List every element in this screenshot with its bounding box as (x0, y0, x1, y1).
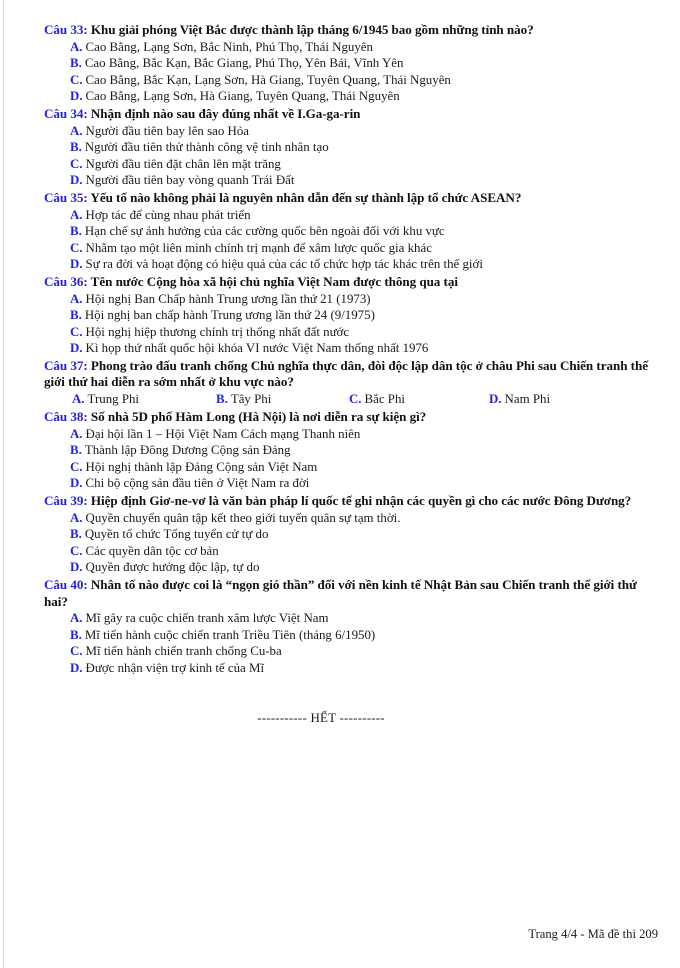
answer-option-letter: C. (70, 459, 83, 474)
answer-option-text: Quyền được hưởng độc lập, tự do (85, 560, 260, 575)
answer-option-text: Nam Phi (504, 392, 551, 407)
answer-option-letter: D. (70, 89, 83, 104)
question-block (44, 106, 660, 189)
answer-option-letter: D. (70, 257, 83, 272)
answer-option[interactable] (44, 256, 660, 273)
answer-option-letter: A. (70, 123, 83, 138)
answer-option-letter: B. (216, 392, 228, 407)
answer-option-letter: C. (70, 644, 83, 659)
answer-option[interactable] (44, 559, 660, 576)
answer-option-text: Cao Bằng, Bắc Kạn, Lạng Sơn, Hà Giang, Tuyên Quang, Thái Nguyên (85, 72, 451, 87)
answer-option-text: Các quyền dân tộc cơ bản (85, 543, 219, 558)
answer-option-letter: D. (70, 560, 83, 575)
answer-option[interactable] (44, 72, 660, 89)
question-number-label: Câu 36: (44, 273, 88, 289)
question-block (44, 274, 660, 357)
answer-option-letter: C. (349, 392, 362, 407)
question-text: Hiệp định Giơ-ne-vơ là văn bản pháp lí quốc tế ghi nhận các quyền gì cho các nước Đông Dương? (90, 493, 632, 509)
answer-option-letter: A. (70, 510, 83, 525)
answer-option-letter: C. (70, 156, 83, 171)
question-number-label: Câu 35: (44, 189, 88, 205)
answer-option-letter: A. (70, 291, 83, 306)
answer-option-text: Đại hội lần 1 – Hội Việt Nam Cách mạng Thanh niên (85, 426, 361, 441)
question-number-label: Câu 33: (44, 22, 88, 37)
answer-option-letter: C. (70, 240, 83, 255)
question-block (44, 358, 660, 408)
answer-option-letter: B. (70, 627, 82, 642)
answer-option[interactable] (44, 307, 660, 324)
answer-option-text: Trung Phi (87, 392, 140, 407)
answer-option-letter: C. (70, 324, 83, 339)
page-footer: Trang 4/4 - Mã đề thi 209 (528, 927, 658, 941)
question-heading (44, 493, 660, 510)
answer-option-text: Hội nghị thành lập Đảng Cộng sản Việt Nam (85, 459, 318, 474)
answer-option-list (44, 39, 660, 105)
question-block (44, 577, 660, 677)
answer-option-text: Hội nghị hiệp thương chính trị thống nhất đất nước (85, 324, 350, 339)
answer-option-text: Nhằm tạo một liên minh chính trị mạnh để xâm lược quốc gia khác (85, 240, 432, 255)
answer-option-letter: B. (70, 527, 82, 542)
answer-option[interactable] (44, 324, 660, 341)
answer-option-letter: D. (70, 476, 83, 491)
answer-option-list (44, 426, 660, 492)
answer-option[interactable] (44, 442, 660, 459)
answer-option-list (44, 610, 660, 676)
answer-option-text: Chi bộ cộng sản đầu tiên ở Việt Nam ra đời (85, 476, 310, 491)
answer-option-text: Hội nghị Ban Chấp hành Trung ương lần thứ 21 (1973) (85, 291, 371, 306)
question-text: Tên nước Cộng hòa xã hội chủ nghĩa Việt Nam được thông qua tại (90, 273, 458, 289)
answer-option[interactable] (44, 139, 660, 156)
answer-option[interactable] (44, 426, 660, 443)
question-heading (44, 274, 660, 291)
answer-option-text: Tây Phi (230, 392, 272, 407)
answer-option-text: Người đầu tiên thử thành công vệ tinh nhân tạo (84, 140, 329, 155)
question-number-label: Câu 34: (44, 105, 88, 121)
answer-option-letter: A. (70, 39, 83, 54)
question-text: Yếu tố nào không phải là nguyên nhân dẫn đến sự thành lập tổ chức ASEAN? (90, 189, 522, 205)
answer-option-text: Cao Bằng, Lạng Sơn, Hà Giang, Tuyên Quang, Thái Nguyên (85, 89, 400, 104)
answer-option[interactable] (44, 172, 660, 189)
answer-option[interactable] (44, 123, 660, 140)
question-text: Khu giải phóng Việt Bắc được thành lập tháng 6/1945 bao gồm những tỉnh nào? (90, 22, 534, 37)
answer-option-letter: D. (70, 341, 83, 356)
answer-option-letter: B. (70, 443, 82, 458)
question-number-label: Câu 40: (44, 577, 88, 592)
answer-option-text: Hợp tác để cùng nhau phát triển (85, 207, 251, 222)
answer-option-text: Quyền chuyển quân tập kết theo giới tuyến quân sự tạm thời. (85, 510, 401, 525)
question-heading (44, 190, 660, 207)
answer-option[interactable] (44, 526, 660, 543)
answer-option-letter: C. (70, 543, 83, 558)
answer-option[interactable] (44, 223, 660, 240)
answer-option-text: Mĩ tiến hành chiến tranh chống Cu-ba (85, 644, 282, 659)
answer-option-text: Được nhận viện trợ kinh tế của Mĩ (85, 660, 265, 675)
answer-option-text: Người đầu tiên đặt chân lên mặt trăng (85, 156, 281, 171)
question-heading (44, 409, 660, 426)
answer-option[interactable] (44, 240, 660, 257)
question-number-label: Câu 37: (44, 357, 88, 373)
answer-option-text: Hạn chế sự ảnh hưởng của các cường quốc bên ngoài đối với khu vực (84, 224, 445, 239)
answer-option[interactable] (216, 391, 271, 408)
question-block (44, 22, 660, 105)
answer-option[interactable] (44, 643, 660, 660)
answer-option-letter: C. (70, 72, 83, 87)
answer-option-text: Sự ra đời và hoạt động có hiệu quả của các tổ chức hợp tác khác trên thế giới (85, 257, 483, 272)
answer-option-letter: B. (70, 308, 82, 323)
question-text: Nhân tố nào được coi là “ngọn gió thần” đối với nền kinh tế Nhật Bản sau Chiến tranh thế giới thứ hai? (44, 577, 637, 609)
answer-option[interactable] (44, 340, 660, 357)
question-heading (44, 106, 660, 123)
question-heading (44, 577, 660, 610)
answer-option[interactable] (349, 391, 405, 408)
question-heading (44, 22, 660, 39)
question-block (44, 493, 660, 576)
answer-option-text: Kì họp thứ nhất quốc hội khóa VI nước Việt Nam thống nhất 1976 (85, 341, 429, 356)
answer-option-text: Hội nghị ban chấp hành Trung ương lần thứ 24 (9/1975) (84, 308, 375, 323)
answer-option-list (44, 510, 660, 576)
answer-option-letter: B. (70, 224, 82, 239)
answer-option-letter: A. (72, 392, 85, 407)
answer-option[interactable] (44, 156, 660, 173)
answer-option-text: Người đầu tiên bay vòng quanh Trái Đất (85, 173, 295, 188)
answer-option-text: Mĩ gây ra cuộc chiến tranh xâm lược Việt Nam (85, 611, 329, 626)
answer-option-text: Cao Bằng, Lạng Sơn, Bắc Ninh, Phú Thọ, Thái Nguyên (85, 39, 373, 54)
answer-option[interactable] (44, 459, 660, 476)
question-text: Nhận định nào sau đây đúng nhất về I.Ga-ga-rin (90, 105, 361, 121)
answer-option-letter: D. (70, 660, 83, 675)
answer-option-letter: B. (70, 140, 82, 155)
answer-option-letter: D. (489, 392, 502, 407)
question-heading (44, 358, 660, 391)
answer-option-letter: A. (70, 611, 83, 626)
answer-option[interactable] (44, 475, 660, 492)
answer-option[interactable] (44, 207, 660, 224)
answer-option[interactable] (44, 55, 660, 72)
answer-option[interactable] (72, 391, 139, 408)
answer-option-text: Bắc Phi (364, 392, 406, 407)
answer-option-letter: A. (70, 426, 83, 441)
answer-option-text: Mĩ tiến hành cuộc chiến tranh Triều Tiên (tháng 6/1950) (84, 627, 376, 642)
answer-option-list (44, 291, 660, 357)
answer-option[interactable] (44, 543, 660, 560)
answer-option-text: Cao Bằng, Bắc Kạn, Bắc Giang, Phú Thọ, Yên Bái, Vĩnh Yên (84, 56, 404, 71)
answer-option-text: Người đầu tiên bay lên sao Hỏa (85, 123, 249, 138)
question-number-label: Câu 39: (44, 493, 88, 509)
answer-option-letter: B. (70, 56, 82, 71)
answer-option[interactable] (44, 610, 660, 627)
answer-option-list (44, 123, 660, 189)
answer-option-letter: D. (70, 173, 83, 188)
question-number-label: Câu 38: (44, 409, 88, 425)
answer-option[interactable] (44, 510, 660, 527)
answer-option[interactable] (44, 88, 660, 105)
answer-option[interactable] (44, 291, 660, 308)
question-block (44, 190, 660, 273)
answer-option-text: Thành lập Đông Dương Cộng sản Đảng (84, 443, 291, 458)
answer-option[interactable] (44, 39, 660, 56)
question-text: Số nhà 5D phố Hàm Long (Hà Nội) là nơi diễn ra sự kiện gì? (90, 409, 427, 425)
question-list (44, 22, 660, 677)
answer-option-list (44, 391, 660, 408)
answer-option-text: Quyền tổ chức Tổng tuyển cử tự do (84, 527, 269, 542)
answer-option-letter: A. (70, 207, 83, 222)
answer-option[interactable] (44, 660, 660, 677)
answer-option[interactable] (489, 391, 550, 408)
end-of-exam-marker: ----------- HẾT ---------- (257, 709, 385, 725)
question-block (44, 409, 660, 492)
question-text: Phong trào đấu tranh chống Chủ nghĩa thực dân, đòi độc lập dân tộc ở châu Phi sau Chiến tranh thế giới thứ hai diễn ra sớm nhất ở khu vực nào? (44, 357, 648, 390)
answer-option[interactable] (44, 627, 660, 644)
answer-option-list (44, 207, 660, 273)
